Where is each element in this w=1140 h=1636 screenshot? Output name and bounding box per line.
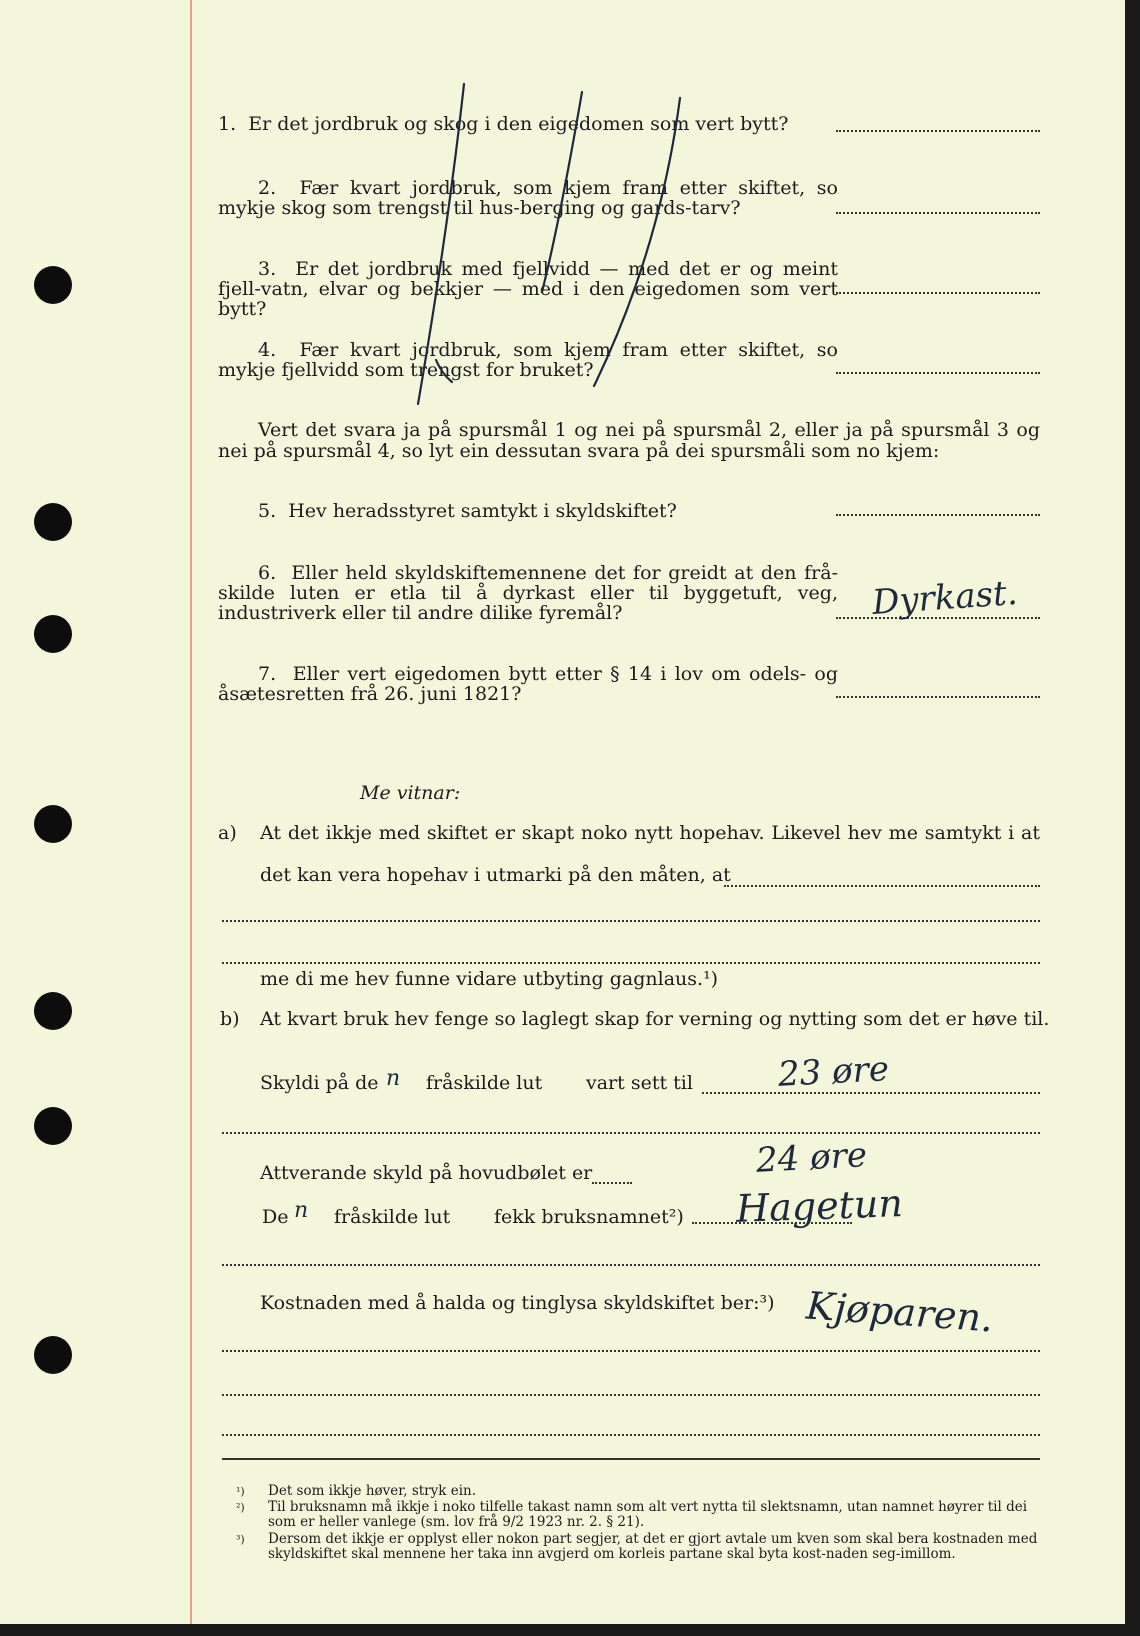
punch-hole <box>34 992 72 1030</box>
punch-hole <box>34 615 72 653</box>
kostnad-fill-line-1[interactable] <box>222 1350 1040 1352</box>
kostnad-label: Kostnaden med å halda og tinglysa skyldskiftet ber:³) <box>260 1292 775 1314</box>
item-b-text: At kvart bruk hev fenge so laglegt skap for verning og nytting som det er høve til. <box>260 1008 1050 1030</box>
bruksnamn-value-handwriting: Hagetun <box>735 1181 904 1231</box>
bruksnamn-handwritten-insert: n <box>294 1198 309 1223</box>
item-a-fill-line-3[interactable] <box>222 962 1040 964</box>
answer-6-handwriting: Dyrkast. <box>870 572 1019 624</box>
footnote-3: ³) Dersom det ikkje er opplyst eller nokon part segjer, at det er gjort avtale um kven som skal bera kostnaden med skyldskiftet skal mennene her taka inn avgjerd om korleis partane skal byta kost‐naden seg‐imillom. <box>236 1531 1038 1562</box>
bruksnamn-label-3: fekk bruksnamnet²) <box>494 1206 684 1228</box>
question-7: 7. Eller vert eigedomen bytt etter § 14 i lov om odels‐ og åsætesretten frå 26. juni 1821? <box>218 663 838 705</box>
answer-line-4[interactable] <box>836 372 1040 374</box>
answer-line-3[interactable] <box>836 292 1040 294</box>
footnote-separator <box>222 1458 1040 1460</box>
punch-hole <box>34 805 72 843</box>
question-6: 6. Eller held skyldskiftemennene det for greidt at den frå‐skilde luten er etla til å dyrkast eller til byggetuft, veg, industriverk eller til andre dilike fyremål? <box>218 562 838 624</box>
punch-hole <box>34 266 72 304</box>
answer-line-1[interactable] <box>836 130 1040 132</box>
skyld-label-3: vart sett til <box>586 1072 693 1094</box>
item-a-text-line3: me di me hev funne vidare utbyting gagnlaus.¹) <box>260 968 719 990</box>
red-margin-line <box>190 0 192 1624</box>
question-2: 2. Fær kvart jordbruk, som kjem fram etter skiftet, so mykje skog som trengst til hus‐berging og gards‐tarv? <box>218 177 838 219</box>
item-a-fill-line-2[interactable] <box>222 920 1040 922</box>
punch-hole <box>34 503 72 541</box>
answer-line-5[interactable] <box>836 514 1040 516</box>
footnote-1: ¹) Det som ikkje høver, stryk ein. <box>236 1483 477 1499</box>
item-a-fill-line[interactable] <box>724 885 1040 887</box>
question-1: 1. Er det jordbruk og skog i den eigedomen som vert bytt? <box>218 113 789 135</box>
bruksnamn-label-2: fråskilde lut <box>334 1206 451 1228</box>
attverande-value-line[interactable] <box>592 1182 632 1184</box>
question-5: 5. Hev heradsstyret samtykt i skyldskiftet? <box>258 500 677 522</box>
item-a-marker: a) <box>218 822 237 844</box>
witness-heading: Me vitnar: <box>360 782 461 804</box>
bruksnamn-fill-line-2[interactable] <box>222 1264 1040 1266</box>
attverande-label: Attverande skyld på hovudbølet er <box>260 1162 593 1184</box>
skyld-label-2: fråskilde lut <box>426 1072 543 1094</box>
instruction-paragraph: Vert det svara ja på spursmål 1 og nei på spursmål 2, eller ja på spursmål 3 og nei på spursmål 4, so lyt ein dessutan svara på dei spursmåli som no kjem: <box>218 419 1040 462</box>
item-a-text: At det ikkje med skiftet er skapt noko nytt hopehav. Likevel hev me samtykt i at <box>260 822 1040 844</box>
question-4: 4. Fær kvart jordbruk, som kjem fram etter skiftet, so mykje fjellvidd som trengst for bruket? <box>218 339 838 381</box>
skyld-fill-line-2[interactable] <box>222 1132 1040 1134</box>
skyld-label: Skyldi på de <box>260 1072 379 1094</box>
punch-hole <box>34 1107 72 1145</box>
item-a-text-line2: det kan vera hopehav i utmarki på den måten, at <box>260 864 731 886</box>
skyld-value-handwriting: 23 øre <box>777 1049 890 1095</box>
bruksnamn-label: De <box>262 1206 289 1228</box>
question-3: 3. Er det jordbruk med fjellvidd — med det er og meint fjell‐vatn, elvar og bekkjer — med i den eigedomen som vert bytt? <box>218 258 838 320</box>
footnote-2: ²) Til bruksnamn må ikkje i noko tilfelle takast namn som alt vert nytta til slektsnamn, utan namnet høyrer til dei som er heller vanlege (sm. lov frå 9/2 1923 nr. 2. § 21). <box>236 1499 1028 1530</box>
skyld-value-line[interactable] <box>702 1092 1040 1094</box>
kostnad-value-handwriting: Kjøparen. <box>804 1283 995 1341</box>
kostnad-fill-line-3[interactable] <box>222 1434 1040 1436</box>
skyld-handwritten-insert: n <box>386 1066 401 1091</box>
item-b-marker: b) <box>220 1008 240 1030</box>
punch-hole <box>34 1336 72 1374</box>
attverande-value-handwriting: 24 øre <box>755 1135 868 1181</box>
kostnad-fill-line-2[interactable] <box>222 1394 1040 1396</box>
answer-line-7[interactable] <box>836 696 1040 698</box>
answer-line-2[interactable] <box>836 212 1040 214</box>
